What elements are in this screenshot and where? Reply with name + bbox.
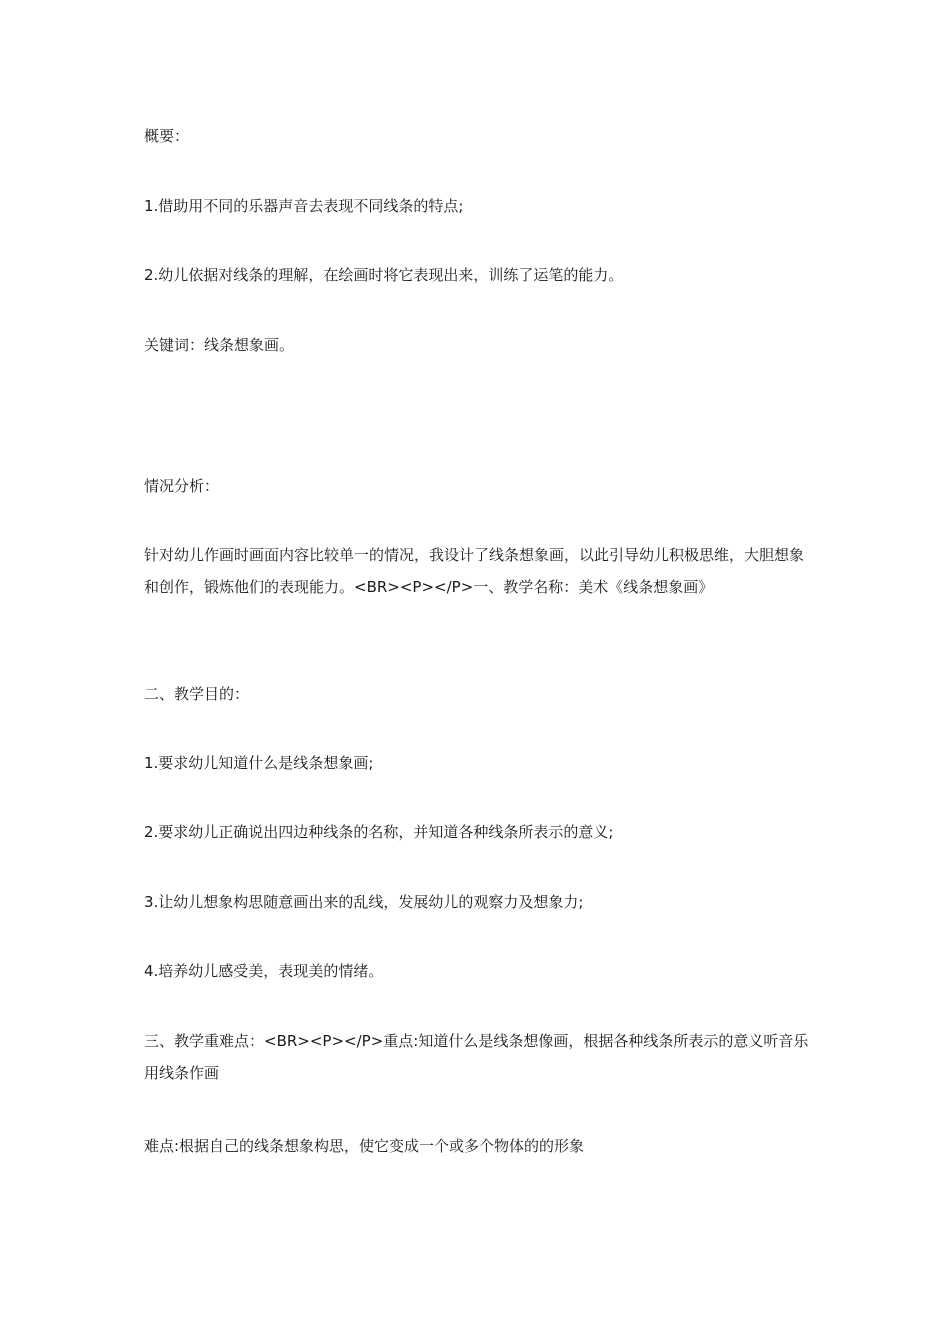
- analysis-paragraph: 针对幼儿作画时画面内容比较单一的情况，我设计了线条想象画，以此引导幼儿积极思维，大胆想象和创作，锻炼他们的表现能力。<BR><P></P>一、教学名称：美术《线条想象画》: [144, 546, 805, 596]
- key-points-paragraph: 三、教学重难点：<BR><P></P>重点:知道什么是线条想像画，根据各种线条所表示的意义听音乐用线条作画: [144, 1032, 809, 1082]
- difficulty-paragraph: 难点:根据自己的线条想象构思，使它变成一个或多个物体的的形象: [144, 1137, 585, 1155]
- keywords: 关键词：线条想象画。: [144, 336, 295, 354]
- summary-item-2: 2.幼儿依据对线条的理解，在绘画时将它表现出来，训练了运笔的能力。: [144, 266, 624, 284]
- goals-heading: 二、教学目的：: [144, 685, 250, 703]
- goal-item-2: 2.要求幼儿正确说出四边种线条的名称，并知道各种线条所表示的意义;: [144, 823, 614, 841]
- analysis-heading: 情况分析：: [144, 477, 220, 495]
- goal-item-3: 3.让幼儿想象构思随意画出来的乱线，发展幼儿的观察力及想象力;: [144, 893, 584, 911]
- summary-item-1: 1.借助用不同的乐器声音去表现不同线条的特点;: [144, 197, 464, 215]
- summary-heading: 概要：: [144, 127, 190, 145]
- goal-item-4: 4.培养幼儿感受美，表现美的情绪。: [144, 962, 384, 980]
- goal-item-1: 1.要求幼儿知道什么是线条想象画;: [144, 754, 374, 772]
